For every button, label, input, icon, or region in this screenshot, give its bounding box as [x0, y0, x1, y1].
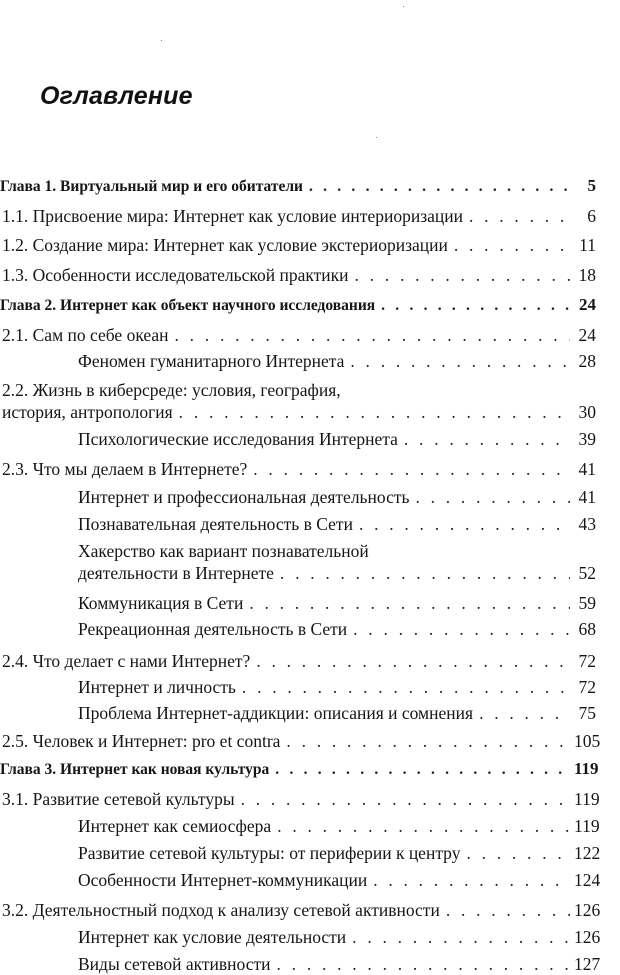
toc-page-number: 30 [578, 402, 596, 422]
dot-leader [350, 350, 570, 372]
dot-leader [359, 513, 570, 535]
dot-leader [277, 953, 570, 975]
toc-page-number: 24 [578, 325, 596, 345]
toc-entry-title: Особенности Интернет-коммуникации [78, 870, 368, 890]
toc-page-number: 39 [578, 429, 596, 449]
dot-leader [309, 176, 570, 198]
toc-entry-title: Феномен гуманитарного Интернета [78, 351, 345, 371]
dot-leader [353, 618, 570, 640]
toc-entry-title: Глава 1. Виртуальный мир и его обитатели [0, 178, 303, 195]
toc-page-number: 41 [578, 487, 596, 507]
toc-entry-title: Интернет и личность [78, 677, 236, 697]
toc-page-number: 5 [587, 176, 596, 195]
toc-entry-title-first-line: 2.2. Жизнь в киберсреде: условия, география, [2, 380, 341, 400]
toc-page-number: 127 [574, 954, 601, 974]
toc-page-number: 72 [578, 677, 596, 697]
toc-entry-title: Интернет как семиосфера [78, 816, 272, 836]
toc-entry-title: 2.5. Человек и Интернет: pro et contra [2, 731, 281, 751]
scan-speck [376, 137, 377, 138]
toc-entry-title: Психологические исследования Интернета [78, 429, 398, 449]
dot-leader [381, 295, 570, 317]
toc-page-number: 119 [574, 759, 599, 778]
dot-leader [241, 788, 570, 810]
toc-page-number: 126 [574, 927, 601, 947]
dot-leader [277, 815, 570, 837]
dot-leader [256, 650, 570, 672]
toc-page-number: 68 [578, 619, 596, 639]
toc-entry-title: Интернет и профессиональная деятельность [78, 487, 410, 507]
toc-entry-title: 1.1. Присвоение мира: Интернет как условие интериоризации [2, 206, 463, 226]
toc-page-number: 124 [574, 870, 601, 890]
toc-entry-title: Виды сетевой активности [78, 954, 271, 974]
toc-entry-title: деятельности в Интернете [78, 563, 274, 583]
toc-page-number: 75 [578, 703, 596, 723]
dot-leader [286, 730, 570, 752]
dot-leader [355, 264, 571, 286]
toc-page-number: 43 [578, 514, 596, 534]
dot-leader [249, 592, 570, 614]
dot-leader [175, 324, 571, 346]
toc-entry-title: Коммуникация в Сети [78, 593, 244, 613]
toc-page-number: 41 [578, 459, 596, 479]
dot-leader [415, 486, 570, 508]
dot-leader [469, 205, 570, 227]
dot-leader [179, 401, 570, 423]
toc-page-number: 122 [574, 843, 601, 863]
dot-leader [479, 702, 570, 724]
toc-page-number: 11 [579, 235, 596, 255]
toc-page-number: 119 [574, 789, 600, 809]
toc-entry-title: Глава 2. Интернет как объект научного исследования [0, 297, 376, 314]
scan-speck [161, 40, 162, 41]
toc-page-number: 105 [574, 731, 601, 751]
dot-leader [404, 428, 570, 450]
dot-leader [275, 759, 570, 781]
toc-page-number: 126 [574, 900, 601, 920]
toc-entry-title: Рекреационная деятельность в Сети [78, 619, 348, 639]
toc-entry-title: 2.3. Что мы делаем в Интернете? [2, 459, 248, 479]
toc-page-number: 52 [578, 563, 596, 583]
dot-leader [242, 676, 570, 698]
dot-leader [280, 562, 570, 584]
toc-page-number: 24 [579, 295, 596, 314]
toc-page-number: 119 [574, 816, 600, 836]
dot-leader [454, 234, 570, 256]
dot-leader [352, 926, 570, 948]
toc-page-number: 18 [578, 265, 596, 285]
toc-entry-title: Интернет как условие деятельности [78, 927, 347, 947]
toc-entry-title: Развитие сетевой культуры: от периферии к центру [78, 843, 461, 863]
toc-entry-title: 1.3. Особенности исследовательской практики [2, 265, 349, 285]
dot-leader [253, 458, 570, 480]
toc-entry-title: 3.2. Деятельностный подход к анализу сетевой активности [2, 900, 440, 920]
toc-entry-title: 1.2. Создание мира: Интернет как условие экстериоризации [2, 235, 448, 255]
toc-entry-title: 2.4. Что делает с нами Интернет? [2, 651, 251, 671]
toc-entry-title: история, антропология [2, 402, 173, 422]
toc-entry-title: Проблема Интернет-аддикции: описания и сомнения [78, 703, 474, 723]
dot-leader [446, 899, 570, 921]
toc-entry-title: Глава 3. Интернет как новая культура [0, 761, 270, 778]
toc-page-number: 72 [578, 651, 596, 671]
dot-leader [373, 869, 570, 891]
toc-entry-title: Познавательная деятельность в Сети [78, 514, 353, 534]
page-title: Оглавление [40, 82, 193, 110]
toc-entry-title: 3.1. Развитие сетевой культуры [2, 789, 235, 809]
toc-page-number: 59 [578, 593, 596, 613]
scan-speck [403, 6, 404, 7]
toc-entry-title: 2.1. Сам по себе океан [2, 325, 169, 345]
dot-leader [466, 842, 570, 864]
toc-page-number: 6 [587, 206, 596, 226]
toc-page-number: 28 [578, 351, 596, 371]
toc-entry-title-first-line: Хакерство как вариант познавательной [78, 541, 369, 561]
